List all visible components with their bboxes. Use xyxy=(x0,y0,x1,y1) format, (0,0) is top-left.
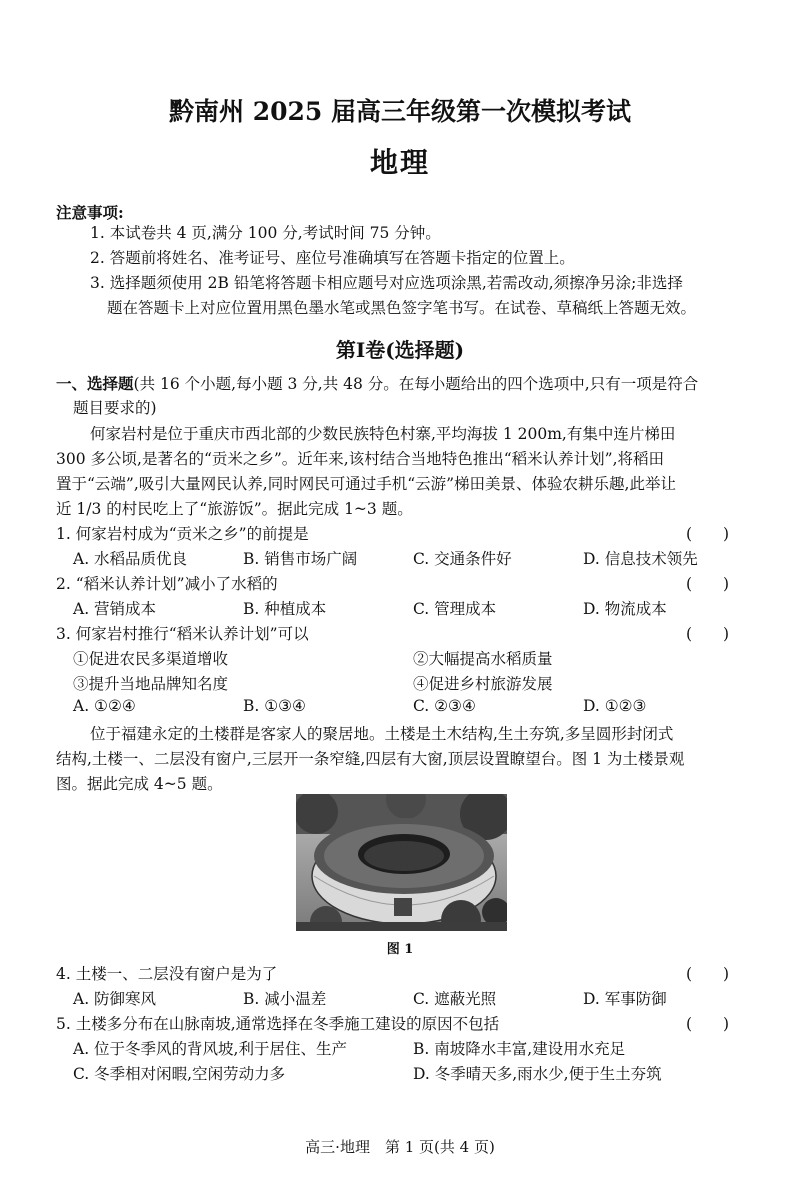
part-label: 一、选择题 xyxy=(56,374,134,393)
passage1-line: 何家岩村是位于重庆市西北部的少数民族特色村寨,平均海拔 1 200m,有集中连片梯田 xyxy=(90,425,676,443)
notice-label: 注意事项: xyxy=(56,203,124,222)
passage1-line: 近 1/3 的村民吃上了“旅游饭”。据此完成 1~3 题。 xyxy=(56,500,413,518)
statement-item: ②大幅提高水稻质量 xyxy=(413,650,553,668)
notice-item: 2. 答题前将姓名、准考证号、座位号准确填写在答题卡指定的位置上。 xyxy=(90,249,575,267)
option-b: B. 减小温差 xyxy=(243,990,327,1008)
part-desc-cont: 题目要求的) xyxy=(73,399,157,417)
question-3-stem: 3. 何家岩村推行“稻米认养计划”可以 xyxy=(56,625,309,643)
option-d: D. 物流成本 xyxy=(583,600,667,618)
option-b: B. ①③④ xyxy=(243,697,306,715)
passage1-line: 300 多公顷,是著名的“贡米之乡”。近年来,该村结合当地特色推出“稻米认养计划”,将稻田 xyxy=(56,450,664,468)
option-a: A. 营销成本 xyxy=(73,600,157,618)
option-c: C. 交通条件好 xyxy=(413,550,512,568)
option-c: C. ②③④ xyxy=(413,697,476,715)
question-4-stem: 4. 土楼一、二层没有窗户是为了 xyxy=(56,965,278,983)
option-c: C. 管理成本 xyxy=(413,600,497,618)
option-d: D. ①②③ xyxy=(583,697,647,715)
notice-item: 1. 本试卷共 4 页,满分 100 分,考试时间 75 分钟。 xyxy=(90,224,441,242)
statement-item: ③提升当地品牌知名度 xyxy=(73,675,229,693)
page-footer: 高三·地理 第 1 页(共 4 页) xyxy=(305,1138,495,1156)
option-a: A. ①②④ xyxy=(73,697,136,715)
passage1-line: 置于“云端”,吸引大量网民认养,同时网民可通过手机“云游”梯田美景、体验农耕乐趣,此举让 xyxy=(56,475,676,493)
option-a: A. 水稻品质优良 xyxy=(73,550,188,568)
statement-item: ①促进农民多渠道增收 xyxy=(73,650,229,668)
option-d: D. 信息技术领先 xyxy=(583,550,698,568)
passage2-line: 图。据此完成 4~5 题。 xyxy=(56,775,223,793)
exam-title: 黔南州 2025 届高三年级第一次模拟考试 xyxy=(169,97,631,126)
part-instructions xyxy=(56,371,698,397)
answer-paren: ( ) xyxy=(686,965,730,983)
passage2-line: 结构,土楼一、二层没有窗户,三层开一条窄缝,四层有大窗,顶层设置瞭望台。图 1 为土楼景观 xyxy=(56,750,685,768)
option-b: B. 销售市场广阔 xyxy=(243,550,358,568)
figure-caption: 图 1 xyxy=(386,942,414,957)
answer-paren: ( ) xyxy=(686,625,730,643)
tulou-photo xyxy=(296,794,507,931)
notice-item: 题在答题卡上对应位置用黑色墨水笔或黑色签字笔书写。在试卷、草稿纸上答题无效。 xyxy=(107,299,697,317)
subject-title: 地理 xyxy=(369,146,430,179)
option-a: A. 位于冬季风的背风坡,利于居住、生产 xyxy=(73,1040,347,1058)
answer-paren: ( ) xyxy=(686,575,730,593)
option-d: D. 军事防御 xyxy=(583,990,667,1008)
notice-item: 3. 选择题须使用 2B 铅笔将答题卡相应题号对应选项涂黑,若需改动,须擦净另涂;非选择 xyxy=(90,274,683,292)
question-2-stem: 2. “稻米认养计划”减小了水稻的 xyxy=(56,575,278,593)
section-title: 第Ⅰ卷(选择题) xyxy=(335,338,465,362)
option-a: A. 防御寒风 xyxy=(73,990,157,1008)
option-c: C. 遮蔽光照 xyxy=(413,990,497,1008)
option-d: D. 冬季晴天多,雨水少,便于生土夯筑 xyxy=(413,1065,662,1083)
statement-item: ④促进乡村旅游发展 xyxy=(413,675,553,693)
option-b: B. 南坡降水丰富,建设用水充足 xyxy=(413,1040,626,1058)
option-c: C. 冬季相对闲暇,空闲劳动力多 xyxy=(73,1065,286,1083)
question-5-stem: 5. 土楼多分布在山脉南坡,通常选择在冬季施工建设的原因不包括 xyxy=(56,1015,500,1033)
question-1-stem: 1. 何家岩村成为“贡米之乡”的前提是 xyxy=(56,525,309,543)
passage2-line: 位于福建永定的土楼群是客家人的聚居地。土楼是土木结构,生土夯筑,多呈圆形封闭式 xyxy=(90,725,674,743)
part-desc: (共 16 个小题,每小题 3 分,共 48 分。在每小题给出的四个选项中,只有一项是符合 xyxy=(133,375,699,393)
answer-paren: ( ) xyxy=(686,525,730,543)
option-b: B. 种植成本 xyxy=(243,600,327,618)
answer-paren: ( ) xyxy=(686,1015,730,1033)
